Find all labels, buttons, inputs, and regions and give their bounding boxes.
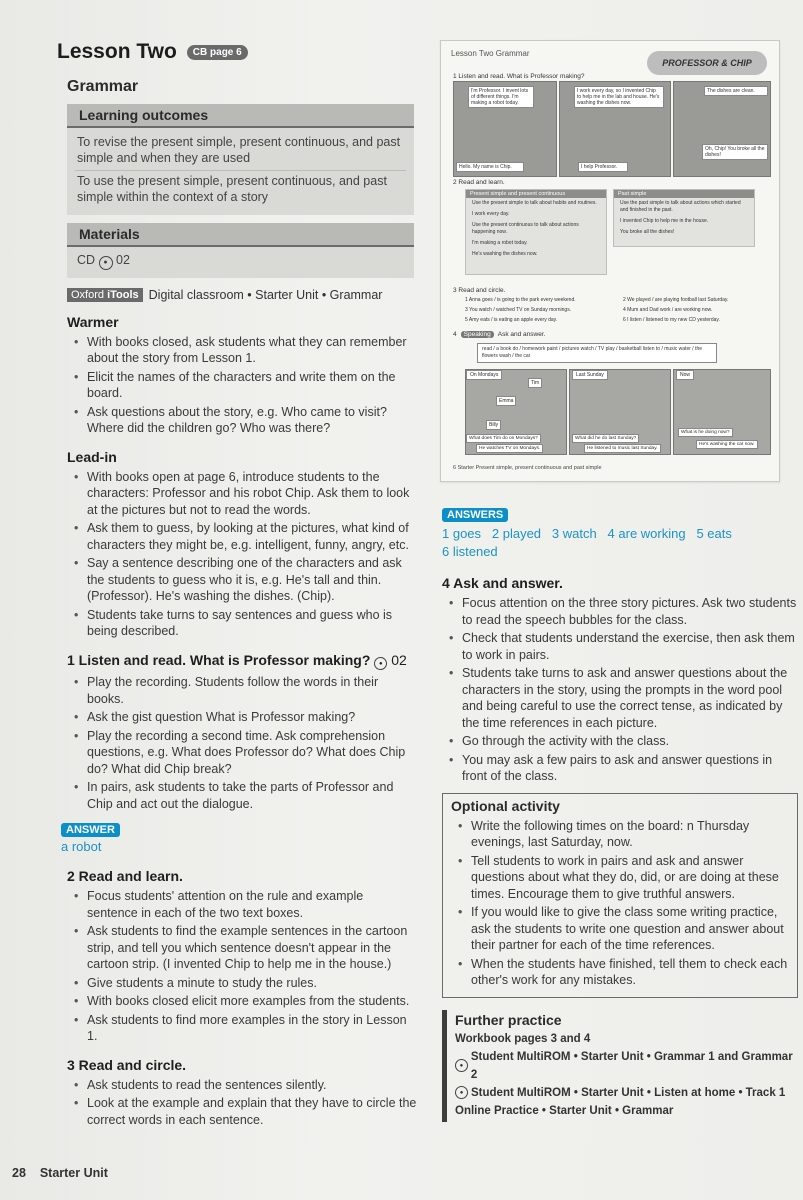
sb-q3: 3 Read and circle. xyxy=(453,287,506,294)
sb-rule-box xyxy=(465,189,607,275)
sb-story-panel xyxy=(673,369,771,455)
lesson-title xyxy=(57,40,417,64)
list-item: • Ask the gist question What is Professor making? xyxy=(87,709,417,726)
list-item: • Ask students to find more examples in the story in Lesson 1. xyxy=(87,1012,417,1045)
answer-item: 5 eats xyxy=(696,526,732,541)
sb-header: Lesson Two Grammar xyxy=(451,49,530,58)
materials-box xyxy=(67,223,414,278)
sb-rule-text: Use the present continuous to talk about actions happening now. xyxy=(472,222,579,235)
sb-pic-label: Last Sunday xyxy=(572,370,608,380)
cb-page-badge: CB page 6 xyxy=(187,45,248,60)
multirom-icon: ● xyxy=(455,1086,468,1099)
outcome-item: To revise the present simple, present continuous, and past simple and when they are used xyxy=(75,132,406,171)
warmer-list xyxy=(67,334,417,437)
list-item: • Ask them to guess, by looking at the pictures, what kind of characters they might be, e.g. intelligent, funny, angry, etc. xyxy=(87,520,417,553)
sb-pic-answer: He watches TV on Mondays. xyxy=(476,444,543,453)
page-footer xyxy=(12,1166,108,1180)
speech-bubble: I help Professor. xyxy=(578,162,628,172)
sb-pic-answer: He's washing the car now. xyxy=(696,440,758,449)
list-item: • Ask students to read the sentences silently. xyxy=(87,1077,417,1094)
list-item: • Elicit the names of the characters and write them on the board. xyxy=(87,369,417,402)
sb-name-tag: Emma xyxy=(496,396,516,406)
answer-item: 2 played xyxy=(491,526,542,541)
answers-list xyxy=(442,525,798,561)
sb-footer: 6 Starter Present simple, present continuous and past simple xyxy=(453,465,602,471)
speech-bubble: The dishes are clean. xyxy=(704,86,768,96)
ex4-heading: 4 Ask and answer. xyxy=(442,575,563,591)
sb-pic-answer: He listened to music last Sunday. xyxy=(584,444,661,453)
leadin-list xyxy=(67,469,417,640)
sb-comic-panel xyxy=(453,81,557,177)
sb-q2: 2 Read and learn. xyxy=(453,179,505,186)
answer-item: 3 watch xyxy=(551,526,597,541)
sb-pic-label: On Mondays xyxy=(466,370,502,380)
list-item: • Students take turns to ask and answer questions about the characters in the story, using the prompts in the word pool and being careful to use the correct tense, as indicated by the time references in each picture. xyxy=(462,665,798,731)
sb-rule-text: I invented Chip to help me in the house. xyxy=(620,218,709,224)
list-item: • Say a sentence describing one of the characters and ask the students to guess who it is, e.g. He's tall and thin. (Professor). He's washing the dishes. (Chip). xyxy=(87,555,417,605)
answer-item: 6 listened xyxy=(442,544,498,559)
sb-name-tag: Tim xyxy=(528,378,542,388)
multirom-icon: ● xyxy=(455,1059,468,1072)
list-item: • Give students a minute to study the rules. xyxy=(87,975,417,992)
sb-rule-text: He's washing the dishes now. xyxy=(472,251,538,257)
grammar-heading: Grammar xyxy=(67,78,139,95)
sb-rule-head: Present simple and present continuous xyxy=(466,190,606,198)
sb-sentence: 4 Mum and Dad work / are working now. xyxy=(623,307,713,313)
unit-name: Starter Unit xyxy=(39,1166,108,1180)
sb-comic-panel xyxy=(559,81,671,177)
list-item: • Write the following times on the board: n Thursday evenings, last Saturday, now. xyxy=(471,818,789,851)
ex2-heading: 2 Read and learn. xyxy=(67,868,183,884)
cd-icon: ● xyxy=(374,657,387,670)
cd-label: CD xyxy=(77,253,96,267)
lesson-title-text: Lesson Two xyxy=(57,40,177,63)
optional-list xyxy=(451,818,789,989)
sb-speaking-badge: Speaking xyxy=(461,331,494,338)
further-line xyxy=(455,1084,798,1102)
answer-tag: ANSWER xyxy=(61,823,120,837)
learning-outcomes-box xyxy=(67,104,414,215)
sb-sentence: 2 We played / are playing football last Saturday. xyxy=(623,297,729,303)
further-line-text: Online Practice • Starter Unit • Grammar xyxy=(455,1104,674,1117)
further-practice-box xyxy=(442,1010,798,1122)
further-line xyxy=(455,1048,798,1084)
learning-outcomes-heading: Learning outcomes xyxy=(67,104,414,128)
list-item: • Play the recording a second time. Ask comprehension questions, e.g. What does Professor do? What does Chip do? What did Chip break? xyxy=(87,728,417,778)
list-item: • Go through the activity with the class. xyxy=(462,733,798,750)
speech-bubble: Hello. My name is Chip. xyxy=(456,162,524,172)
further-heading: Further practice xyxy=(455,1011,562,1028)
further-line-text: Workbook pages 3 and 4 xyxy=(455,1032,591,1045)
sb-word-pool: read / a book do / homework paint / pictures watch / TV play / basketball listen to / music water / the flowers wash / the car xyxy=(477,343,717,363)
speech-bubble: I work every day, so I invented Chip to help me in the lab and house. He's washing the dishes now. xyxy=(574,86,664,108)
sb-pic-question: What did he do last Sunday? xyxy=(572,434,639,443)
sb-rule-text: I work every day. xyxy=(472,211,510,217)
sb-q4: 4 Speaking Ask and answer. xyxy=(453,331,546,338)
cd-track: 02 xyxy=(116,253,130,267)
speech-bubble: Oh, Chip! You broke all the dishes! xyxy=(702,144,768,160)
list-item: • Students take turns to say sentences and guess who is being described. xyxy=(87,607,417,640)
sb-pic-label: Now xyxy=(676,370,694,380)
sb-q1: 1 Listen and read. What is Professor making? xyxy=(453,73,585,80)
list-item: • With books open at page 6, introduce students to the characters: Professor and his robot Chip. Ask them to look at the pictures but not to read the words. xyxy=(87,469,417,519)
left-column xyxy=(57,40,417,1130)
right-column xyxy=(442,505,798,1122)
itools-badge xyxy=(67,288,143,302)
sb-rule-box xyxy=(613,189,755,247)
list-item: • Look at the example and explain that they have to circle the correct words in each sentence. xyxy=(87,1095,417,1128)
sb-rule-head: Past simple xyxy=(614,190,754,198)
cd-icon: ● xyxy=(99,256,113,270)
list-item: • If you would like to give the class some writing practice, ask the students to write one question and answer about their partner for each of the time references. xyxy=(471,904,789,954)
itools-badge-prefix: Oxford xyxy=(71,288,105,301)
sb-q4-text: Ask and answer. xyxy=(497,331,546,338)
answers-tag: ANSWERS xyxy=(442,508,508,522)
leadin-heading: Lead-in xyxy=(67,448,117,465)
itools-line xyxy=(67,288,417,302)
sb-pic-question: What does Tim do on Mondays? xyxy=(466,434,541,443)
list-item: • You may ask a few pairs to ask and answer questions in front of the class. xyxy=(462,752,798,785)
sb-comic-panel xyxy=(673,81,771,177)
sb-rule-text: You broke all the dishes! xyxy=(620,229,675,235)
further-line xyxy=(455,1102,798,1120)
list-item: • Tell students to work in pairs and ask and answer questions about what they do, did, or are doing at these times. Encourage them to give truthful answers. xyxy=(471,853,789,903)
list-item: • When the students have finished, tell them to check each other's work for any mistakes. xyxy=(471,956,789,989)
sb-story-panel xyxy=(465,369,567,455)
sb-sentence: 3 You watch / watched TV on Sunday mornings. xyxy=(465,307,572,313)
ex4-list xyxy=(442,595,798,785)
optional-heading: Optional activity xyxy=(451,797,560,814)
answer-item: 1 goes xyxy=(442,526,482,541)
materials-item xyxy=(75,251,406,272)
warmer-heading: Warmer xyxy=(67,313,119,330)
further-line xyxy=(455,1030,798,1048)
ex3-list xyxy=(67,1077,417,1129)
sb-rule-text: Use the past simple to talk about actions which started and finished in the past. xyxy=(620,200,741,213)
ex3-heading: 3 Read and circle. xyxy=(67,1056,187,1073)
list-item: • Play the recording. Students follow the words in their books. xyxy=(87,674,417,707)
list-item: • Ask questions about the story, e.g. Who came to visit? Where did the children go? Who was there? xyxy=(87,404,417,437)
materials-heading: Materials xyxy=(67,223,414,247)
page-number: 28 xyxy=(12,1166,26,1180)
list-item: • Ask students to find the example sentences in the cartoon strip, and tell you which sentence doesn't appear in the cartoon strip. (I invented Chip to help me in the house.) xyxy=(87,923,417,973)
ex1-heading-text: 1 Listen and read. What is Professor making? xyxy=(67,651,371,668)
ex2-list xyxy=(67,888,417,1045)
sb-rule-text: Use the present simple to talk about habits and routines. xyxy=(472,200,597,206)
list-item: • Check that students understand the exercise, then ask them to work in pairs. xyxy=(462,630,798,663)
optional-activity-box xyxy=(442,793,798,998)
list-item: • Focus attention on the three story pictures. Ask two students to read the speech bubbles for the class. xyxy=(462,595,798,628)
student-book-page xyxy=(440,40,780,482)
sb-story-panel xyxy=(569,369,671,455)
answer-item: 4 are working xyxy=(607,526,686,541)
sb-sentence: 6 I listen / listened to my new CD yesterday. xyxy=(623,317,720,323)
outcome-item: To use the present simple, present continuous, and past simple within the context of a story xyxy=(77,174,387,204)
further-line-text: Student MultiROM • Starter Unit • Listen at home • Track 1 xyxy=(471,1086,786,1099)
sb-rule-text: I'm making a robot today. xyxy=(472,240,528,246)
further-line-text: Student MultiROM • Starter Unit • Grammar 1 and Grammar 2 xyxy=(470,1050,793,1081)
ex1-track: 02 xyxy=(391,651,407,668)
list-item: • With books closed, ask students what they can remember about the story from Lesson 1. xyxy=(87,334,417,367)
ex1-list xyxy=(67,674,417,812)
answer-text: a robot xyxy=(61,839,102,854)
list-item: • In pairs, ask students to take the parts of Professor and Chip and act out the dialogue. xyxy=(87,779,417,812)
itools-text: Digital classroom • Starter Unit • Grammar xyxy=(148,287,383,302)
sb-logo: PROFESSOR & CHIP xyxy=(647,51,767,75)
ex1-answer-block xyxy=(61,820,417,856)
list-item: • Focus students' attention on the rule and example sentence in each of the two text boxes. xyxy=(87,888,417,921)
itools-badge-bold: iTools xyxy=(107,288,139,301)
sb-name-tag: Billy xyxy=(486,420,501,430)
speech-bubble: I'm Professor. I invent lots of different things. I'm making a robot today. xyxy=(468,86,534,108)
ex1-heading xyxy=(67,652,417,671)
sb-pic-question: What is he doing now? xyxy=(678,428,733,437)
sb-sentence: 1 Anna goes / is going to the park every weekend. xyxy=(465,297,576,303)
list-item: • With books closed elicit more examples from the students. xyxy=(87,993,417,1010)
sb-sentence: 5 Amy eats / is eating an apple every day. xyxy=(465,317,558,323)
